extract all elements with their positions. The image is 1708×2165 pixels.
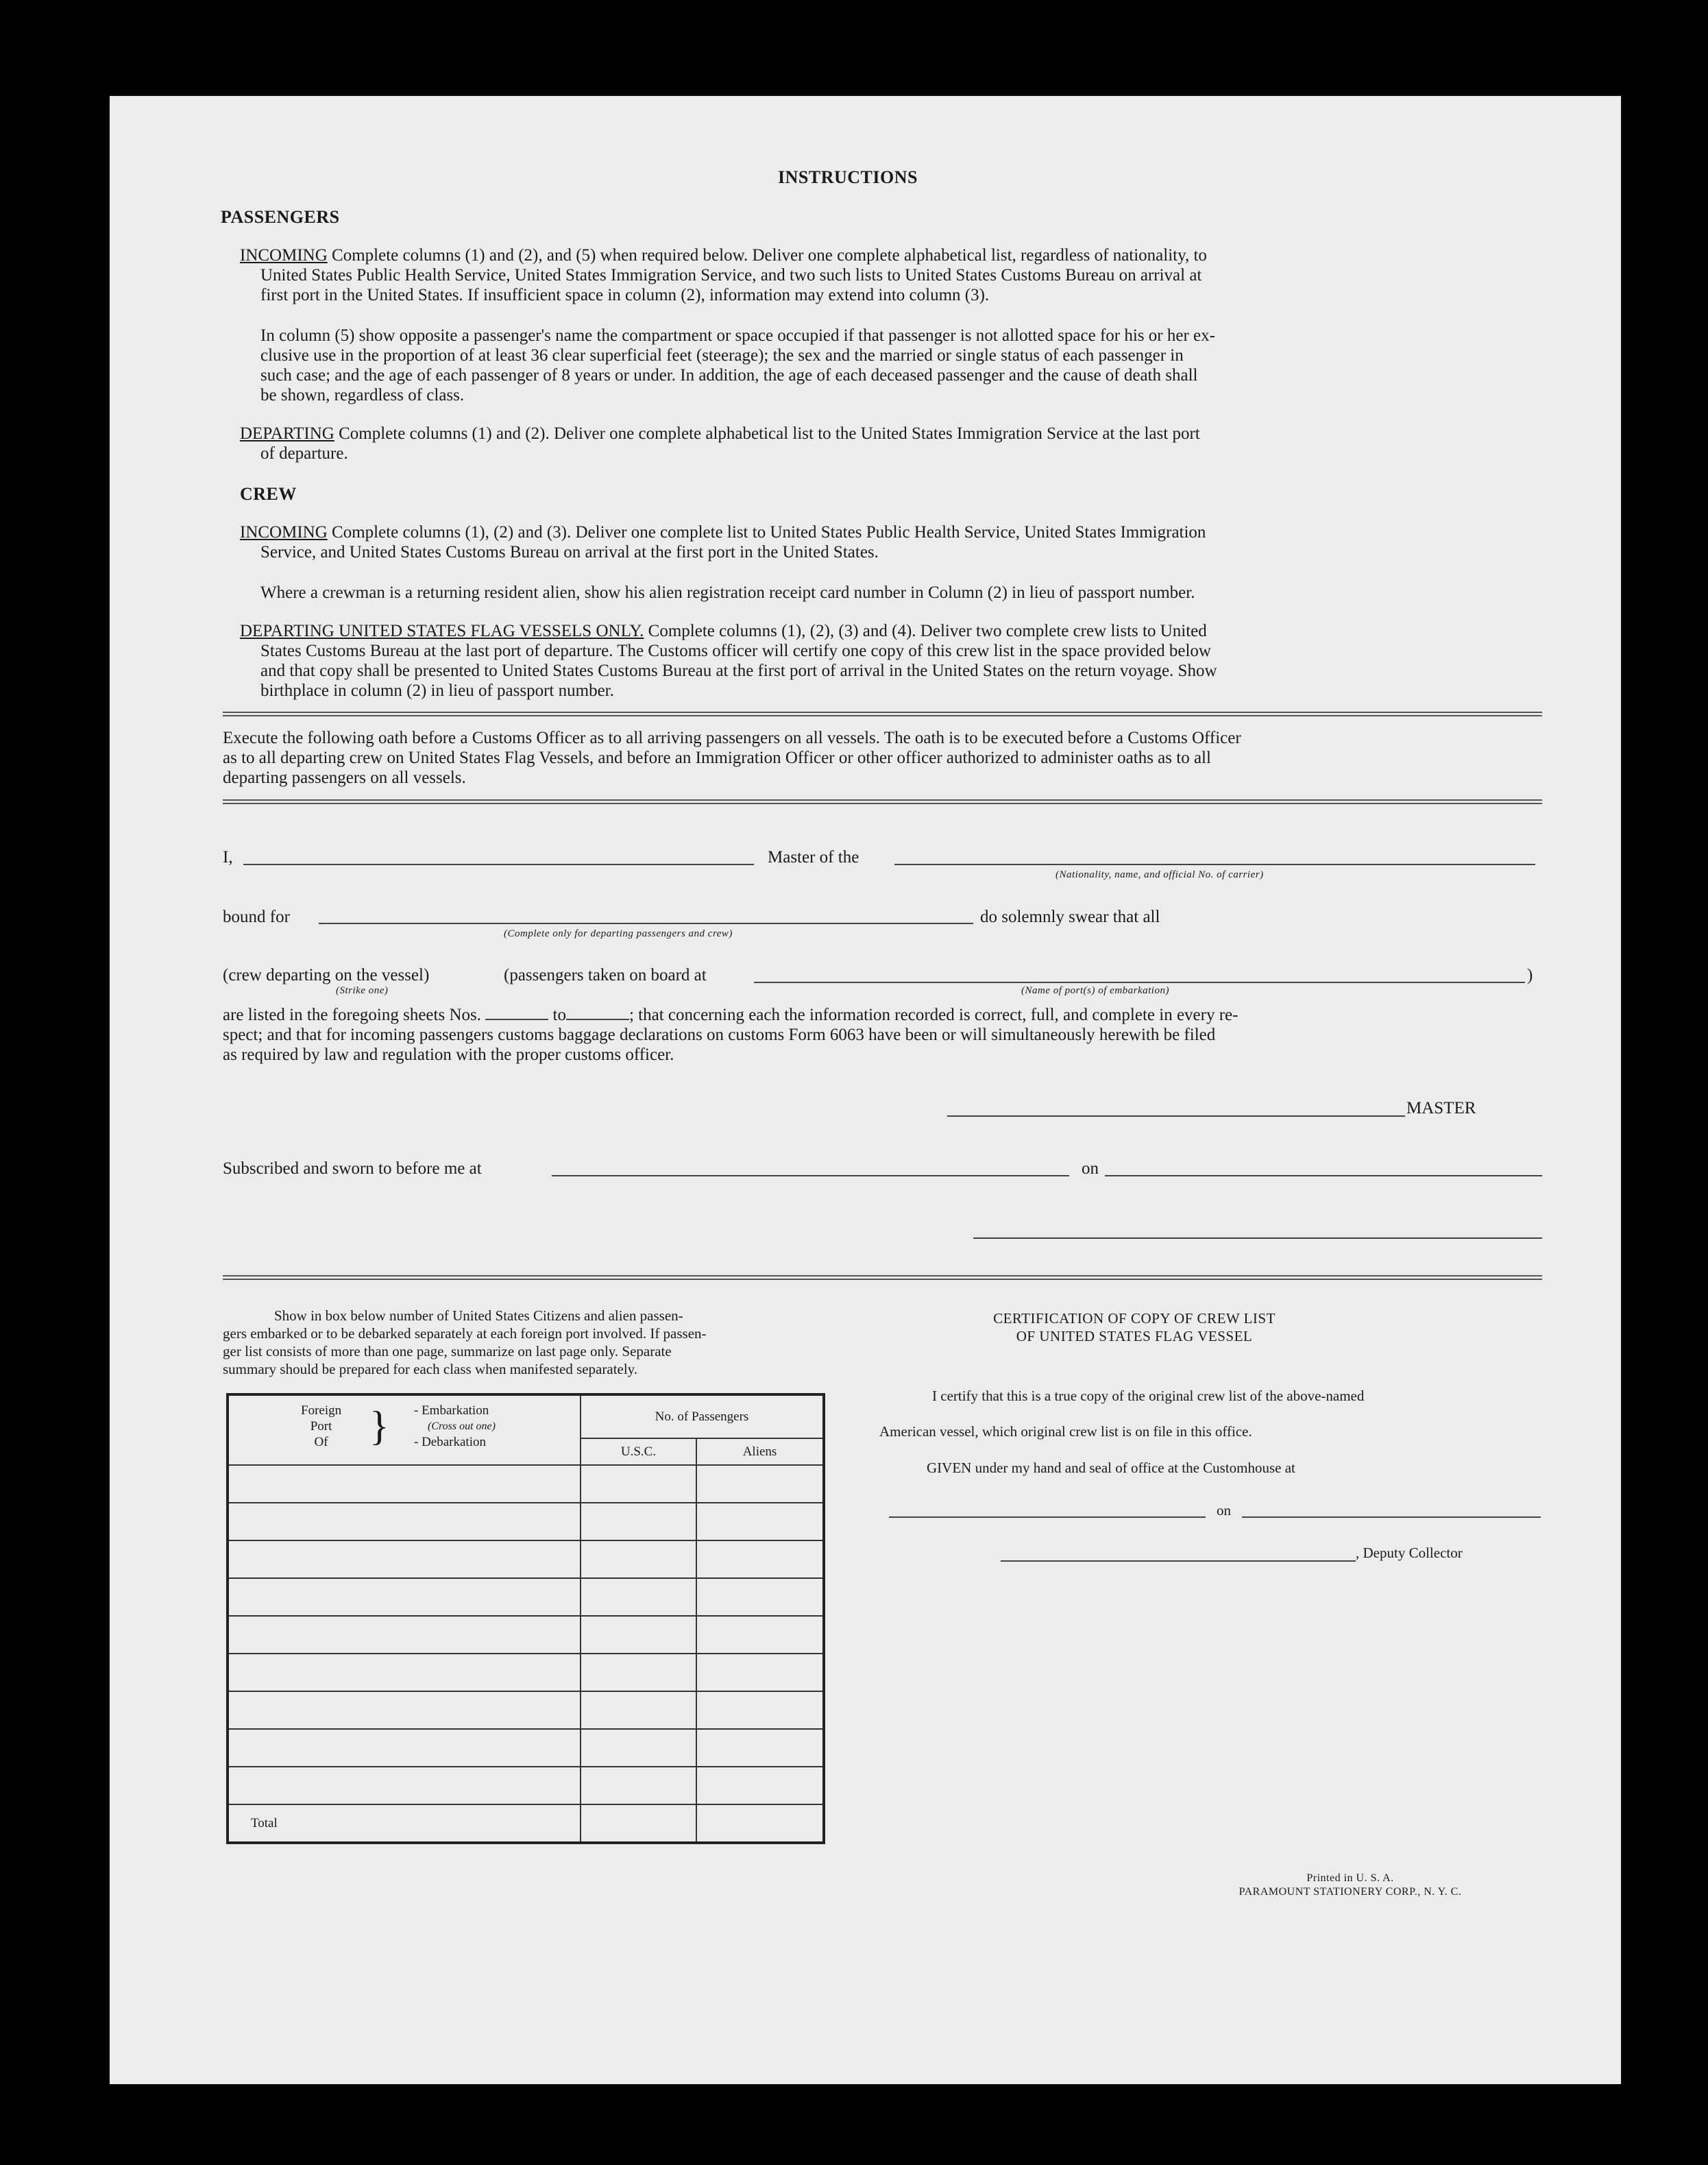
- listed-text-b: ; that concerning each the information recorded is correct, full, and complete in every re-: [629, 1006, 1239, 1024]
- departing-text-1: Complete columns (1) and (2). Deliver one complete alphabetical list to the United States Immigration Service at the last port: [339, 424, 1200, 443]
- table-row: [228, 1465, 824, 1503]
- foreign-label: Foreign: [301, 1403, 342, 1418]
- incoming-text-2: United States Public Health Service, United States Immigration Service, and two such lists to United States Customs Bureau on arrival at: [260, 266, 1202, 285]
- aliens-cell[interactable]: [696, 1465, 824, 1503]
- debarkation-label[interactable]: - Debarkation: [414, 1435, 486, 1449]
- ports-field[interactable]: [754, 982, 1525, 983]
- passengers-heading: PASSENGERS: [221, 207, 340, 227]
- usc-cell[interactable]: [581, 1654, 696, 1691]
- usc-cell[interactable]: [581, 1540, 696, 1578]
- aliens-header: Aliens: [696, 1438, 824, 1465]
- incoming-text-3: first port in the United States. If insufficient space in column (2), information may extend into column (3).: [260, 286, 990, 304]
- sworn-on-label: on: [1082, 1159, 1099, 1178]
- crew-departing-text-1: Complete columns (1), (2), (3) and (4). Deliver two complete crew lists to United: [648, 622, 1207, 640]
- printer-text-2: PARAMOUNT STATIONERY CORP., N. Y. C.: [1239, 1886, 1462, 1898]
- oath-i: I,: [223, 848, 233, 867]
- crew-heading: CREW: [240, 484, 297, 504]
- incoming-label: INCOMING: [240, 246, 328, 265]
- crew-departing-label: DEPARTING UNITED STATES FLAG VESSELS ONLY.: [240, 622, 644, 640]
- cert-date-field[interactable]: [1242, 1516, 1541, 1518]
- summary-text-3: ger list consists of more than one page, summarize on last page only. Separate: [223, 1343, 672, 1359]
- aliens-cell[interactable]: [696, 1503, 824, 1540]
- oath-instr-3: departing passengers on all vessels.: [223, 769, 466, 787]
- column5-text-2: clusive use in the proportion of at least 36 clear superficial feet (steerage); the sex and the married or single status of each passenger in: [260, 346, 1184, 365]
- sworn-place-field[interactable]: [552, 1175, 1069, 1176]
- table-row: [228, 1540, 824, 1578]
- deputy-signature-field[interactable]: [1001, 1560, 1356, 1562]
- usc-cell[interactable]: [581, 1767, 696, 1804]
- table-row: [228, 1729, 824, 1767]
- oath-required: as required by law and regulation with the proper customs officer.: [223, 1045, 674, 1064]
- of-label: Of: [314, 1435, 328, 1449]
- total-usc-cell[interactable]: [581, 1804, 696, 1843]
- usc-cell[interactable]: [581, 1503, 696, 1540]
- aliens-cell[interactable]: [696, 1691, 824, 1729]
- divider-1: [223, 712, 1542, 716]
- port-cell[interactable]: [228, 1616, 581, 1654]
- listed-text-a: are listed in the foregoing sheets Nos.: [223, 1006, 481, 1024]
- cert-title-2: OF UNITED STATES FLAG VESSEL: [1016, 1328, 1253, 1344]
- usc-header: U.S.C.: [581, 1438, 696, 1465]
- nationality-caption: (Nationality, name, and official No. of carrier): [1056, 869, 1264, 880]
- summary-text-4: summary should be prepared for each class when manifested separately.: [223, 1361, 638, 1377]
- port-cell[interactable]: [228, 1767, 581, 1804]
- listed-to: to: [552, 1006, 566, 1024]
- passengers-taken-option: (passengers taken on board at: [504, 966, 707, 984]
- subscribed-label: Subscribed and sworn to before me at: [223, 1159, 482, 1178]
- column5-text-3: such case; and the age of each passenger of 8 years or under. In addition, the age of each deceased passenger and the cause of death shall: [260, 366, 1198, 385]
- crew-incoming-text-2: Service, and United States Customs Bureau on arrival at the first port in the United States.: [260, 543, 879, 561]
- departing-text-2: of departure.: [260, 444, 348, 463]
- passenger-summary-table: [226, 1393, 825, 1844]
- usc-cell[interactable]: [581, 1691, 696, 1729]
- summary-text-2: gers embarked or to be debarked separately at each foreign port involved. If passen-: [223, 1325, 707, 1342]
- port-cell[interactable]: [228, 1654, 581, 1691]
- port-cell[interactable]: [228, 1540, 581, 1578]
- no-passengers-header: No. of Passengers: [581, 1394, 824, 1438]
- aliens-cell[interactable]: [696, 1729, 824, 1767]
- sworn-date-field[interactable]: [1105, 1175, 1542, 1176]
- cert-title-1: CERTIFICATION OF COPY OF CREW LIST: [993, 1310, 1276, 1327]
- crew-departing-text-2: States Customs Bureau at the last port of departure. The Customs officer will certify one copy of this crew list in the space provided below: [260, 642, 1211, 660]
- crew-incoming-label: INCOMING: [240, 523, 328, 542]
- close-paren: ): [1527, 966, 1533, 984]
- summary-text-1: Show in box below number of United States Citizens and alien passen-: [274, 1307, 683, 1324]
- usc-cell[interactable]: [581, 1465, 696, 1503]
- port-cell[interactable]: [228, 1691, 581, 1729]
- usc-cell[interactable]: [581, 1578, 696, 1616]
- sheet-from-field[interactable]: [485, 1019, 548, 1020]
- column5-text-1: In column (5) show opposite a passenger's name the compartment or space occupied if that passenger is not allotted space for his or her ex-: [260, 326, 1215, 345]
- crew-incoming-text-1: Complete columns (1), (2) and (3). Deliver one complete list to United States Public Health Service, United States Immigration: [332, 523, 1206, 542]
- table-row: [228, 1503, 824, 1540]
- returning-alien-text: Where a crewman is a returning resident alien, show his alien registration receipt card number in Column (2) in lieu of passport number.: [260, 583, 1195, 602]
- departing-label: DEPARTING: [240, 424, 334, 443]
- oath-instr-2: as to all departing crew on United States Flag Vessels, and before an Immigration Officer or other officer authorized to administer oaths as to all: [223, 749, 1211, 767]
- brace: }: [369, 1403, 389, 1449]
- oath-spect: spect; and that for incoming passengers customs baggage declarations on customs Form 6063 have been or will simultaneously herewith be filed: [223, 1026, 1216, 1044]
- cert-given: GIVEN under my hand and seal of office at the Customhouse at: [927, 1460, 1295, 1476]
- master-name-field[interactable]: [243, 864, 754, 865]
- port-cell[interactable]: [228, 1503, 581, 1540]
- crew-incoming-block: [240, 522, 1573, 562]
- crew-departing-text-4: birthplace in column (2) in lieu of passport number.: [260, 681, 614, 700]
- aliens-cell[interactable]: [696, 1578, 824, 1616]
- incoming-text-1: Complete columns (1) and (2), and (5) when required below. Deliver one complete alphabetical list, regardless of nationality, to: [332, 246, 1207, 265]
- port-header-cell: [228, 1394, 581, 1465]
- cert-place-field[interactable]: [889, 1516, 1206, 1518]
- cert-on-label: on: [1217, 1502, 1231, 1519]
- column5-text-4: be shown, regardless of class.: [260, 386, 465, 404]
- bound-for-field[interactable]: [319, 923, 973, 924]
- summary-instructions: [223, 1307, 836, 1378]
- oath-instructions: [223, 728, 1546, 788]
- ports-caption: (Name of port(s) of embarkation): [1021, 985, 1169, 996]
- usc-cell[interactable]: [581, 1616, 696, 1654]
- oath-instr-1: Execute the following oath before a Customs Officer as to all arriving passengers on all vessels. The oath is to be executed before a Customs Officer: [223, 729, 1241, 747]
- table-row: [228, 1691, 824, 1729]
- aliens-cell[interactable]: [696, 1616, 824, 1654]
- passengers-incoming-block: [240, 245, 1573, 305]
- deputy-collector-label: , Deputy Collector: [1356, 1545, 1463, 1561]
- cert-text-2: American vessel, which original crew list is on file in this office.: [879, 1423, 1252, 1440]
- cross-out-label: (Cross out one): [428, 1420, 496, 1432]
- oath-body: [223, 1005, 1546, 1065]
- table-row: [228, 1767, 824, 1804]
- swear-text: do solemnly swear that all: [980, 908, 1160, 926]
- bound-for-label: bound for: [223, 908, 290, 926]
- crew-departing-block: [240, 621, 1573, 701]
- carrier-field[interactable]: [894, 864, 1535, 865]
- page-title: INSTRUCTIONS: [778, 167, 918, 187]
- master-label: MASTER: [1406, 1099, 1476, 1117]
- table-row: [228, 1654, 824, 1691]
- passengers-departing-block: [240, 424, 1573, 463]
- embarkation-label[interactable]: - Embarkation: [414, 1403, 489, 1418]
- master-signature-field[interactable]: [947, 1115, 1405, 1117]
- table-row: [228, 1578, 824, 1616]
- aliens-cell[interactable]: [696, 1654, 824, 1691]
- column5-instructions: [260, 326, 1573, 405]
- complete-only-caption: (Complete only for departing passengers and crew): [504, 928, 733, 939]
- total-row: [228, 1804, 824, 1843]
- aliens-cell[interactable]: [696, 1767, 824, 1804]
- total-aliens-cell[interactable]: [696, 1804, 824, 1843]
- sheet-to-field[interactable]: [566, 1019, 629, 1020]
- port-cell[interactable]: [228, 1578, 581, 1616]
- officer-signature-field[interactable]: [973, 1237, 1542, 1239]
- printer-imprint: [1179, 1872, 1522, 1899]
- certification-title: [980, 1309, 1289, 1345]
- aliens-cell[interactable]: [696, 1540, 824, 1578]
- master-of-label: Master of the: [768, 848, 859, 867]
- usc-cell[interactable]: [581, 1729, 696, 1767]
- strike-caption: (Strike one): [336, 985, 389, 996]
- printer-text-1: Printed in U. S. A.: [1306, 1872, 1394, 1884]
- port-cell[interactable]: [228, 1729, 581, 1767]
- divider-2: [223, 799, 1542, 804]
- divider-3: [223, 1275, 1542, 1280]
- cert-text-1: I certify that this is a true copy of the original crew list of the above-named: [932, 1388, 1365, 1404]
- form-page: [110, 96, 1621, 2084]
- crew-departing-text-3: and that copy shall be presented to United States Customs Bureau at the first port of arrival in the United States on the return voyage. Show: [260, 662, 1217, 680]
- table-row: [228, 1616, 824, 1654]
- total-label: Total: [228, 1804, 581, 1843]
- port-cell[interactable]: [228, 1465, 581, 1503]
- port-label: Port: [310, 1419, 332, 1434]
- crew-departing-option: (crew departing on the vessel): [223, 966, 430, 984]
